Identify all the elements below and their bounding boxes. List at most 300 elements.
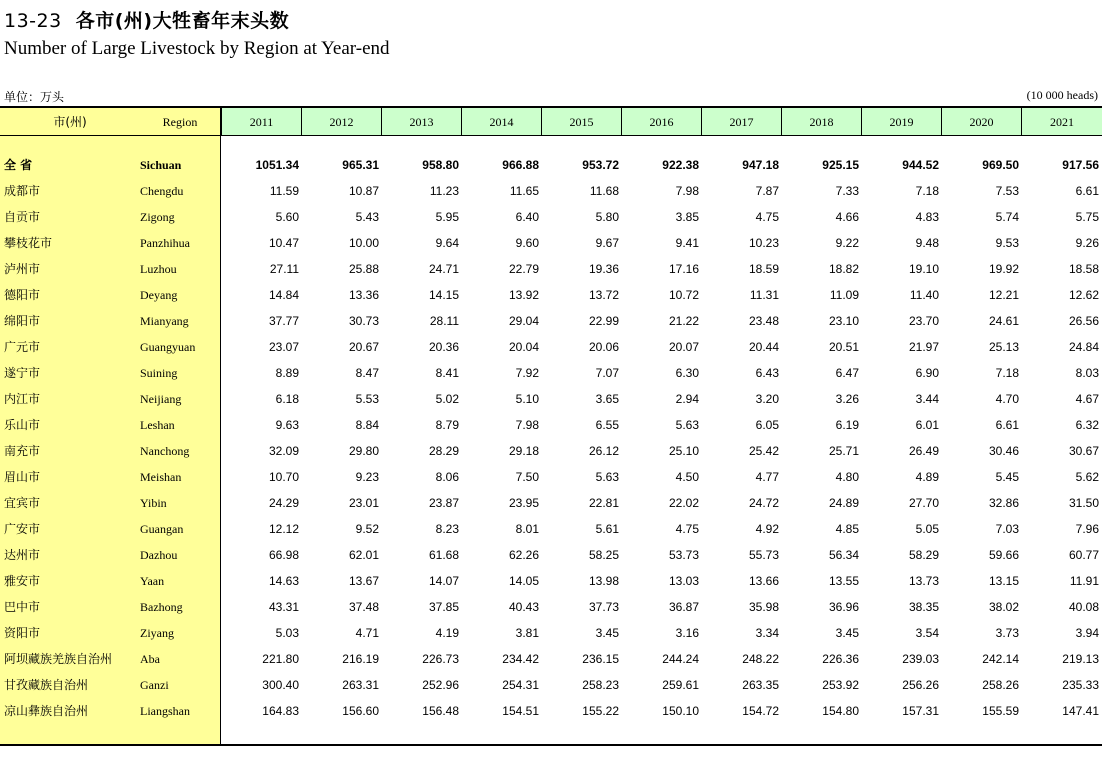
- value-cell: 8.06: [435, 470, 459, 484]
- value-cell: 28.11: [429, 314, 459, 328]
- value-cell: 53.73: [668, 548, 699, 562]
- header-year: 2018: [781, 108, 861, 135]
- value-cell: 248.22: [742, 652, 779, 666]
- value-cell: 19.36: [588, 262, 619, 276]
- value-cell: 7.53: [995, 184, 1019, 198]
- value-cell: 4.19: [435, 626, 459, 640]
- value-cell: 4.75: [755, 210, 779, 224]
- region-name-cn: 绵阳市: [4, 314, 41, 328]
- region-name-en: Yaan: [140, 574, 165, 588]
- value-cell: 8.79: [435, 418, 459, 432]
- value-cell: 23.87: [428, 496, 459, 510]
- header-year: 2011: [221, 108, 301, 135]
- value-cell: 11.31: [749, 288, 779, 302]
- value-cell: 56.34: [828, 548, 859, 562]
- value-cell: 13.36: [348, 288, 379, 302]
- value-cell: 60.77: [1068, 548, 1099, 562]
- value-cell: 23.95: [508, 496, 539, 510]
- value-cell: 12.62: [1068, 288, 1099, 302]
- value-cell: 5.75: [1075, 210, 1099, 224]
- value-cell: 242.14: [982, 652, 1019, 666]
- value-cell: 9.22: [835, 236, 859, 250]
- value-cell: 10.00: [348, 236, 379, 250]
- value-cell: 6.01: [915, 418, 939, 432]
- value-cell: 6.18: [275, 392, 299, 406]
- value-cell: 62.26: [508, 548, 539, 562]
- value-cell: 20.67: [348, 340, 379, 354]
- value-cell: 154.80: [822, 704, 859, 718]
- value-cell: 6.61: [995, 418, 1019, 432]
- value-cell: 9.53: [995, 236, 1019, 250]
- region-name-en: Leshan: [140, 418, 175, 432]
- table-row: [0, 412, 1102, 438]
- value-cell: 25.71: [828, 444, 859, 458]
- value-cell: 5.74: [995, 210, 1019, 224]
- table-row: [0, 594, 1102, 620]
- value-cell: 150.10: [662, 704, 699, 718]
- value-cell: 3.73: [995, 626, 1019, 640]
- value-cell: 11.23: [429, 184, 459, 198]
- table-row: [0, 620, 1102, 646]
- table-row: [0, 386, 1102, 412]
- value-cell: 5.95: [435, 210, 459, 224]
- value-cell: 9.64: [435, 236, 459, 250]
- value-cell: 156.60: [342, 704, 379, 718]
- value-cell: 11.91: [1069, 574, 1099, 588]
- value-cell: 26.12: [588, 444, 619, 458]
- table-row: [0, 698, 1102, 724]
- value-cell: 58.25: [588, 548, 619, 562]
- value-cell: 30.67: [1068, 444, 1099, 458]
- value-cell: 29.04: [508, 314, 539, 328]
- value-cell: 23.10: [828, 314, 859, 328]
- value-cell: 8.41: [435, 366, 459, 380]
- table-row: [0, 178, 1102, 204]
- value-cell: 3.20: [755, 392, 779, 406]
- table-row: [0, 542, 1102, 568]
- value-cell: 7.96: [1075, 522, 1099, 536]
- value-cell: 14.05: [508, 574, 539, 588]
- region-name-en: Bazhong: [140, 600, 183, 614]
- value-cell: 6.43: [755, 366, 779, 380]
- value-cell: 13.67: [348, 574, 379, 588]
- region-name-en: Meishan: [140, 470, 182, 484]
- region-name-cn: 巴中市: [4, 600, 41, 614]
- region-name-en: Yibin: [140, 496, 167, 510]
- value-cell: 969.50: [982, 158, 1019, 172]
- value-cell: 2.94: [675, 392, 699, 406]
- value-cell: 7.03: [995, 522, 1019, 536]
- value-cell: 20.44: [748, 340, 779, 354]
- value-cell: 31.50: [1068, 496, 1099, 510]
- value-cell: 155.22: [582, 704, 619, 718]
- value-cell: 9.23: [355, 470, 379, 484]
- value-cell: 32.86: [988, 496, 1019, 510]
- value-cell: 3.65: [595, 392, 619, 406]
- value-cell: 11.59: [269, 184, 299, 198]
- region-name-cn: 南充市: [4, 444, 41, 458]
- value-cell: 147.41: [1062, 704, 1099, 718]
- value-cell: 235.33: [1062, 678, 1099, 692]
- header-region-en: Region: [162, 115, 198, 129]
- value-cell: 958.80: [422, 158, 459, 172]
- value-cell: 258.23: [582, 678, 619, 692]
- region-name-en: Sichuan: [140, 158, 182, 172]
- value-cell: 30.46: [988, 444, 1019, 458]
- value-cell: 27.70: [908, 496, 939, 510]
- value-cell: 6.05: [755, 418, 779, 432]
- region-name-en: Neijiang: [140, 392, 182, 406]
- value-cell: 3.16: [675, 626, 699, 640]
- value-cell: 21.22: [668, 314, 699, 328]
- value-cell: 24.61: [988, 314, 1019, 328]
- value-cell: 24.84: [1068, 340, 1099, 354]
- value-cell: 6.32: [1075, 418, 1099, 432]
- value-cell: 23.07: [268, 340, 299, 354]
- value-cell: 7.18: [995, 366, 1019, 380]
- value-cell: 29.80: [348, 444, 379, 458]
- value-cell: 5.45: [995, 470, 1019, 484]
- region-name-en: Zigong: [140, 210, 175, 224]
- region-name-en: Chengdu: [140, 184, 184, 198]
- value-cell: 3.26: [835, 392, 859, 406]
- value-cell: 35.98: [748, 600, 779, 614]
- value-cell: 9.60: [515, 236, 539, 250]
- livestock-table: [0, 106, 1102, 746]
- value-cell: 4.67: [1075, 392, 1099, 406]
- region-name-cn: 资阳市: [4, 626, 41, 640]
- value-cell: 3.45: [595, 626, 619, 640]
- value-cell: 7.92: [515, 366, 539, 380]
- value-cell: 26.49: [908, 444, 939, 458]
- value-cell: 14.15: [428, 288, 459, 302]
- table-title-cn-text: 各市(州)大牲畜年末头数: [75, 10, 290, 32]
- header-year: 2021: [1021, 108, 1102, 135]
- value-cell: 9.52: [355, 522, 379, 536]
- value-cell: 263.31: [342, 678, 379, 692]
- value-cell: 3.81: [515, 626, 539, 640]
- table-number: 13-23: [4, 10, 62, 32]
- value-cell: 10.23: [748, 236, 779, 250]
- value-cell: 9.41: [675, 236, 699, 250]
- value-cell: 40.43: [508, 600, 539, 614]
- value-cell: 18.59: [748, 262, 779, 276]
- table-row: [0, 438, 1102, 464]
- table-title-cn: [4, 6, 289, 33]
- value-cell: 37.48: [348, 600, 379, 614]
- value-cell: 6.40: [515, 210, 539, 224]
- table-row: [0, 490, 1102, 516]
- header-year: 2012: [301, 108, 381, 135]
- value-cell: 10.47: [268, 236, 299, 250]
- value-cell: 20.06: [588, 340, 619, 354]
- value-cell: 300.40: [262, 678, 299, 692]
- header-year: 2020: [941, 108, 1021, 135]
- value-cell: 55.73: [748, 548, 779, 562]
- value-cell: 13.72: [588, 288, 619, 302]
- region-name-cn: 广安市: [4, 522, 41, 536]
- value-cell: 8.01: [515, 522, 539, 536]
- header-year: 2015: [541, 108, 621, 135]
- value-cell: 5.63: [675, 418, 699, 432]
- value-cell: 7.98: [515, 418, 539, 432]
- value-cell: 219.13: [1062, 652, 1099, 666]
- value-cell: 4.77: [755, 470, 779, 484]
- value-cell: 5.63: [595, 470, 619, 484]
- value-cell: 236.15: [582, 652, 619, 666]
- value-cell: 22.81: [588, 496, 619, 510]
- value-cell: 10.70: [268, 470, 299, 484]
- region-name-en: Deyang: [140, 288, 178, 302]
- unit-label-cn: 单位：万头: [4, 90, 65, 104]
- region-name-en: Suining: [140, 366, 178, 380]
- value-cell: 17.16: [668, 262, 699, 276]
- value-cell: 3.54: [915, 626, 939, 640]
- value-cell: 4.70: [995, 392, 1019, 406]
- value-cell: 925.15: [822, 158, 859, 172]
- value-cell: 20.07: [668, 340, 699, 354]
- value-cell: 7.50: [515, 470, 539, 484]
- value-cell: 4.92: [755, 522, 779, 536]
- value-cell: 259.61: [662, 678, 699, 692]
- table-row: [0, 256, 1102, 282]
- value-cell: 154.72: [742, 704, 779, 718]
- value-cell: 4.89: [915, 470, 939, 484]
- table-row-total: [0, 152, 1102, 178]
- region-name-en: Ganzi: [140, 678, 169, 692]
- value-cell: 37.85: [428, 600, 459, 614]
- unit-label-en: (10 000 heads): [1026, 88, 1098, 102]
- value-cell: 3.34: [755, 626, 779, 640]
- value-cell: 5.02: [435, 392, 459, 406]
- region-name-cn: 全 省: [4, 158, 33, 172]
- table-row: [0, 464, 1102, 490]
- value-cell: 14.07: [428, 574, 459, 588]
- value-cell: 5.05: [915, 522, 939, 536]
- table-row: [0, 568, 1102, 594]
- value-cell: 252.96: [422, 678, 459, 692]
- value-cell: 9.67: [595, 236, 619, 250]
- value-cell: 27.11: [269, 262, 299, 276]
- value-cell: 263.35: [742, 678, 779, 692]
- value-cell: 3.94: [1075, 626, 1099, 640]
- value-cell: 917.56: [1062, 158, 1099, 172]
- value-cell: 14.84: [268, 288, 299, 302]
- value-cell: 22.79: [508, 262, 539, 276]
- value-cell: 62.01: [348, 548, 379, 562]
- value-cell: 11.09: [829, 288, 859, 302]
- value-cell: 965.31: [342, 158, 379, 172]
- header-year: 2019: [861, 108, 941, 135]
- value-cell: 13.03: [668, 574, 699, 588]
- region-name-cn: 眉山市: [4, 470, 41, 484]
- region-name-cn: 内江市: [4, 392, 41, 406]
- value-cell: 254.31: [502, 678, 539, 692]
- value-cell: 24.71: [428, 262, 459, 276]
- value-cell: 5.10: [515, 392, 539, 406]
- value-cell: 13.66: [748, 574, 779, 588]
- table-row: [0, 672, 1102, 698]
- value-cell: 22.02: [668, 496, 699, 510]
- value-cell: 20.04: [508, 340, 539, 354]
- value-cell: 944.52: [902, 158, 939, 172]
- header-year: 2013: [381, 108, 461, 135]
- value-cell: 6.19: [835, 418, 859, 432]
- value-cell: 4.85: [835, 522, 859, 536]
- value-cell: 4.80: [835, 470, 859, 484]
- value-cell: 244.24: [662, 652, 699, 666]
- value-cell: 256.26: [902, 678, 939, 692]
- value-cell: 20.36: [428, 340, 459, 354]
- value-cell: 13.55: [828, 574, 859, 588]
- value-cell: 36.87: [668, 600, 699, 614]
- value-cell: 38.35: [908, 600, 939, 614]
- region-name-cn: 雅安市: [4, 574, 41, 588]
- value-cell: 61.68: [428, 548, 459, 562]
- region-name-en: Aba: [140, 652, 160, 666]
- value-cell: 13.15: [988, 574, 1019, 588]
- value-cell: 10.87: [348, 184, 379, 198]
- value-cell: 8.47: [355, 366, 379, 380]
- value-cell: 947.18: [742, 158, 779, 172]
- table-row: [0, 646, 1102, 672]
- value-cell: 5.61: [595, 522, 619, 536]
- region-name-cn: 凉山彝族自治州: [4, 704, 89, 718]
- table-row: [0, 334, 1102, 360]
- table-row: [0, 204, 1102, 230]
- value-cell: 4.71: [355, 626, 379, 640]
- value-cell: 226.36: [822, 652, 859, 666]
- value-cell: 11.68: [589, 184, 619, 198]
- value-cell: 37.73: [588, 600, 619, 614]
- region-name-en: Guangan: [140, 522, 184, 536]
- table-title-en: Number of Large Livestock by Region at Year-end: [4, 38, 390, 59]
- region-name-cn: 广元市: [4, 340, 41, 354]
- value-cell: 7.87: [755, 184, 779, 198]
- value-cell: 8.84: [355, 418, 379, 432]
- value-cell: 4.50: [675, 470, 699, 484]
- region-name-en: Dazhou: [140, 548, 178, 562]
- value-cell: 164.83: [262, 704, 299, 718]
- value-cell: 28.29: [428, 444, 459, 458]
- value-cell: 239.03: [902, 652, 939, 666]
- value-cell: 40.08: [1068, 600, 1099, 614]
- table-row: [0, 516, 1102, 542]
- value-cell: 12.12: [268, 522, 299, 536]
- value-cell: 59.66: [988, 548, 1019, 562]
- value-cell: 253.92: [822, 678, 859, 692]
- header-year: 2016: [621, 108, 701, 135]
- value-cell: 6.47: [835, 366, 859, 380]
- region-name-cn: 达州市: [4, 548, 41, 562]
- value-cell: 234.42: [502, 652, 539, 666]
- table-row: [0, 308, 1102, 334]
- value-cell: 11.40: [909, 288, 939, 302]
- value-cell: 258.26: [982, 678, 1019, 692]
- value-cell: 5.03: [275, 626, 299, 640]
- value-cell: 30.73: [348, 314, 379, 328]
- value-cell: 5.60: [275, 210, 299, 224]
- value-cell: 156.48: [422, 704, 459, 718]
- value-cell: 13.98: [588, 574, 619, 588]
- value-cell: 5.53: [355, 392, 379, 406]
- value-cell: 23.70: [908, 314, 939, 328]
- value-cell: 18.58: [1068, 262, 1099, 276]
- value-cell: 43.31: [268, 600, 299, 614]
- value-cell: 155.59: [982, 704, 1019, 718]
- region-name-en: Luzhou: [140, 262, 177, 276]
- value-cell: 20.51: [828, 340, 859, 354]
- value-cell: 8.03: [1075, 366, 1099, 380]
- table-row: [0, 282, 1102, 308]
- region-name-en: Nanchong: [140, 444, 190, 458]
- region-name-en: Ziyang: [140, 626, 174, 640]
- region-name-cn: 遂宁市: [4, 366, 41, 380]
- value-cell: 18.82: [828, 262, 859, 276]
- value-cell: 7.07: [595, 366, 619, 380]
- value-cell: 9.26: [1075, 236, 1099, 250]
- region-name-cn: 德阳市: [4, 288, 41, 302]
- region-name-cn: 自贡市: [4, 210, 41, 224]
- value-cell: 7.98: [675, 184, 699, 198]
- value-cell: 6.90: [915, 366, 939, 380]
- region-name-cn: 甘孜藏族自治州: [4, 678, 89, 692]
- value-cell: 1051.34: [255, 158, 299, 172]
- value-cell: 953.72: [582, 158, 619, 172]
- value-cell: 9.63: [275, 418, 299, 432]
- value-cell: 12.21: [988, 288, 1019, 302]
- region-name-cn: 泸州市: [4, 262, 41, 276]
- value-cell: 3.45: [835, 626, 859, 640]
- value-cell: 7.33: [835, 184, 859, 198]
- value-cell: 154.51: [502, 704, 539, 718]
- value-cell: 8.23: [435, 522, 459, 536]
- table-header: [0, 108, 1102, 136]
- value-cell: 7.18: [915, 184, 939, 198]
- value-cell: 24.89: [828, 496, 859, 510]
- value-cell: 14.63: [268, 574, 299, 588]
- value-cell: 32.09: [268, 444, 299, 458]
- value-cell: 3.85: [675, 210, 699, 224]
- value-cell: 4.83: [915, 210, 939, 224]
- region-name-en: Panzhihua: [140, 236, 190, 250]
- value-cell: 3.44: [915, 392, 939, 406]
- header-year: 2017: [701, 108, 781, 135]
- value-cell: 66.98: [268, 548, 299, 562]
- value-cell: 26.56: [1068, 314, 1099, 328]
- value-cell: 6.61: [1075, 184, 1099, 198]
- value-cell: 22.99: [588, 314, 619, 328]
- value-cell: 38.02: [988, 600, 1019, 614]
- value-cell: 25.13: [988, 340, 1019, 354]
- value-cell: 966.88: [502, 158, 539, 172]
- value-cell: 23.01: [348, 496, 379, 510]
- region-name-cn: 乐山市: [4, 418, 41, 432]
- value-cell: 221.80: [262, 652, 299, 666]
- value-cell: 24.29: [268, 496, 299, 510]
- region-name-en: Liangshan: [140, 704, 190, 718]
- value-cell: 24.72: [748, 496, 779, 510]
- header-region-cn: 市(州): [53, 115, 87, 129]
- value-cell: 13.92: [508, 288, 539, 302]
- table-row: [0, 360, 1102, 386]
- value-cell: 4.75: [675, 522, 699, 536]
- region-name-cn: 阿坝藏族羌族自治州: [4, 652, 113, 666]
- value-cell: 226.73: [422, 652, 459, 666]
- value-cell: 19.10: [908, 262, 939, 276]
- value-cell: 19.92: [988, 262, 1019, 276]
- value-cell: 6.30: [675, 366, 699, 380]
